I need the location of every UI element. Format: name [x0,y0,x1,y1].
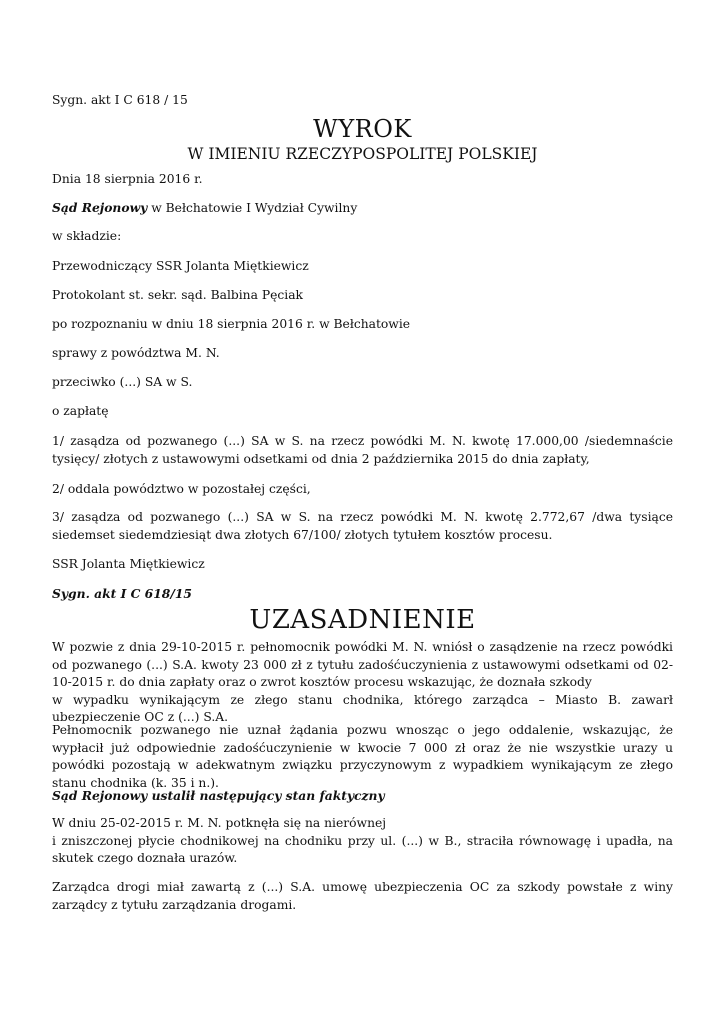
verdict-point-3: 3/ zasądza od pozwanego (...) SA w S. na rzecz powódki M. N. kwotę 2.772,67 /dwa tysiące siedemset siedemdziesiąt dwa złotych 67/100/ złotych tytułem kosztów procesu. [52,510,673,542]
justification-paragraph-1-part-1: W pozwie z dnia 29-10-2015 r. pełnomocnik powódki M. N. wniósł o zasądzenie na rzecz powódki od pozwanego (...) S.A. kwoty 23 000 zł z tytułu zadośćuczynienia z ustawowymi odsetkami od 02-10-2015 r. do dnia zapłaty oraz o zwrot kosztów procesu wskazując, że doznała szkody [52,640,673,689]
clerk-line: Protokolant st. sekr. sąd. Balbina Pęciak [52,288,303,302]
case-reference-bottom: Sygn. akt I C 618/15 [52,586,192,601]
verdict-title: WYROK [313,115,412,143]
case-reference-top: Sygn. akt I C 618 / 15 [52,93,188,107]
court-name-rest: w Bełchatowie I Wydział Cywilny [147,201,358,215]
facts-paragraph-1-part-2: i zniszczonej płycie chodnikowej na chodniku przy ul. (...) w B., straciła równowagę i upadła, na skutek czego doznała urazów. [52,833,673,865]
facts-heading: Sąd Rejonowy ustalił następujący stan faktyczny [52,788,385,803]
case-line: sprawy z powództwa M. N. [52,346,220,360]
justification-title: UZASADNIENIE [249,605,476,635]
verdict-subtitle: W IMIENIU RZECZYPOSPOLITEJ POLSKIEJ [187,145,538,163]
verdict-date: Dnia 18 sierpnia 2016 r. [52,172,203,186]
court-name-bold: Sąd Rejonowy [52,200,148,215]
hearing-line: po rozpoznaniu w dniu 18 sierpnia 2016 r. w Bełchatowie [52,317,411,331]
verdict-point-1: 1/ zasądza od pozwanego (...) SA w S. na rzecz powódki M. N. kwotę 17.000,00 /siedemnaście tysięcy/ złotych z ustawowymi odsetkami od dnia 2 października 2015 do dnia zapłaty, [52,434,673,466]
facts-paragraph-2: Zarządca drogi miał zawartą z (...) S.A. umowę ubezpieczenia OC za szkody powstałe z winy zarządcy z tytułu zarządzania drogami. [52,880,673,912]
chairman-line: Przewodniczący SSR Jolanta Miętkiewicz [52,259,309,273]
justification-paragraph-1 [52,639,673,727]
facts-paragraph-1 [52,815,673,868]
against-line: przeciwko (...) SA w S. [52,375,193,389]
facts-paragraph-1-part-1: W dniu 25-02-2015 r. M. N. potknęła się na nierównej [52,816,387,830]
court-line [52,199,357,217]
judge-signature: SSR Jolanta Miętkiewicz [52,557,205,571]
verdict-point-2: 2/ oddala powództwo w pozostałej części, [52,482,311,496]
justification-paragraph-2: Pełnomocnik pozwanego nie uznał żądania pozwu wnosząc o jego oddalenie, wskazując, że wypłacił już odpowiednie zadośćuczynienie w kwocie 7 000 zł oraz że nie wszystkie urazy u powódki pozostają w adekwatnym związku przyczynowym z wypadkiem wynikającym ze złego stanu chodnika (k. 35 i n.). [52,723,673,790]
justification-paragraph-1-part-2: w wypadku wynikającym ze złego stanu chodnika, którego zarządca – Miasto B. zawarł ubezpieczenie OC z (...) S.A. [52,692,673,724]
subject-line: o zapłatę [52,404,109,418]
composition-label: w składzie: [52,229,122,243]
